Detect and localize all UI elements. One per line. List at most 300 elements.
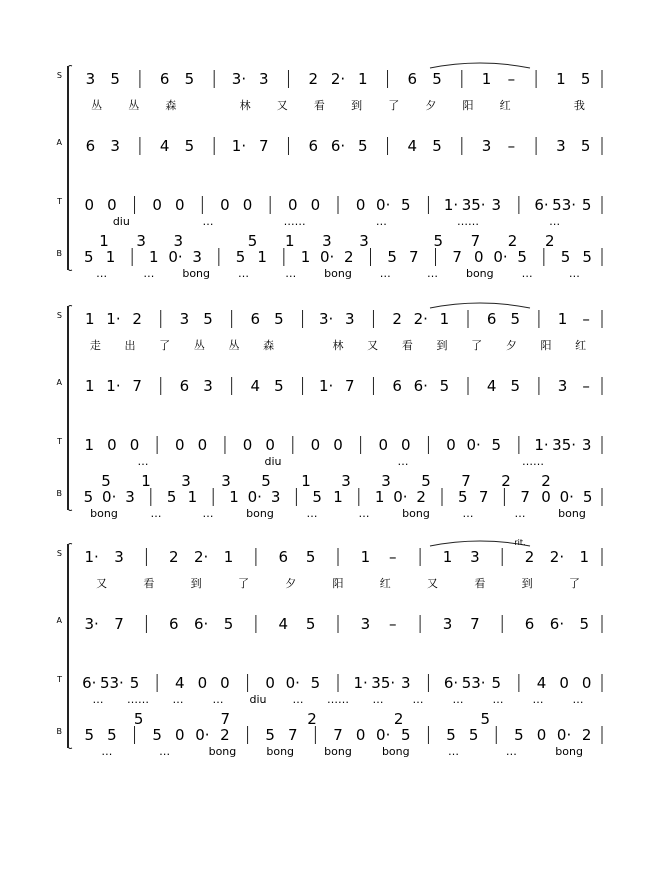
jianpu-note: – xyxy=(582,377,590,395)
jianpu-note: 0 xyxy=(401,436,411,454)
harmony-note: 3 xyxy=(341,472,351,490)
jianpu-note: 1 xyxy=(84,436,95,454)
lyric-syllable: bong xyxy=(324,267,352,280)
jianpu-note: 5 xyxy=(129,674,140,692)
jianpu-note: 1· xyxy=(231,137,247,155)
jianpu-note: 1· xyxy=(84,548,99,566)
lyric-syllable: 又 xyxy=(96,577,108,590)
jianpu-note: 5 xyxy=(439,377,450,395)
jianpu-note: 0· xyxy=(320,248,335,266)
jianpu-note: – xyxy=(582,310,590,328)
harmony-note: 5 xyxy=(480,710,491,728)
lyric-syllable: … xyxy=(143,267,155,280)
jianpu-note: 5 xyxy=(582,248,592,266)
lyric-syllable: bong xyxy=(558,507,586,520)
jianpu-note: 1 xyxy=(85,377,95,395)
jianpu-note: 2 xyxy=(308,70,319,88)
lyric-syllable: … xyxy=(521,267,533,280)
jianpu-note: 0 xyxy=(581,674,592,692)
jianpu-note: 5 xyxy=(468,726,479,744)
harmony-note: 3 xyxy=(359,232,369,250)
jianpu-note: 3 xyxy=(360,615,371,633)
jianpu-note: 6· xyxy=(82,674,97,692)
jianpu-note: 1· xyxy=(106,310,121,328)
lyric-syllable: 森 xyxy=(165,99,177,112)
jianpu-note: 6 xyxy=(179,377,190,395)
jianpu-note: 5 xyxy=(432,70,442,88)
lyric-syllable: 森 xyxy=(263,339,275,352)
jianpu-note: 1· xyxy=(353,674,368,692)
lyric-syllable: 阳 xyxy=(540,339,552,352)
jianpu-note: 5 xyxy=(203,310,213,328)
jianpu-note: 3 xyxy=(581,436,592,454)
jianpu-note: 0· xyxy=(376,196,391,214)
lyric-syllable: 了 xyxy=(568,577,580,590)
jianpu-note: 4 xyxy=(159,137,170,155)
harmony-note: 3 xyxy=(136,232,146,250)
lyric-syllable: 到 xyxy=(190,577,202,590)
jianpu-note: 0 xyxy=(220,196,230,214)
lyric-syllable: 丛 xyxy=(228,339,240,352)
jianpu-note: 3 xyxy=(481,137,492,155)
jianpu-note: 0 xyxy=(559,674,569,692)
jianpu-note: 2· xyxy=(413,310,428,328)
jianpu-note: 4 xyxy=(486,377,497,395)
jianpu-note: 2 xyxy=(392,310,402,328)
lyric-syllable: … xyxy=(452,693,464,706)
jianpu-note: 53· xyxy=(99,674,124,692)
harmony-note: 2 xyxy=(507,232,518,250)
jianpu-note: – xyxy=(507,70,516,88)
harmony-note: 3 xyxy=(322,232,332,250)
jianpu-note: 6· xyxy=(549,615,565,633)
jianpu-note: 5 xyxy=(274,310,284,328)
lyric-syllable: 看 xyxy=(474,577,486,590)
rit-marking: rit. xyxy=(514,538,526,547)
jianpu-note: – xyxy=(388,548,397,566)
jianpu-note: 3 xyxy=(401,674,411,692)
jianpu-note: 1 xyxy=(579,548,590,566)
lyric-syllable: 又 xyxy=(276,99,288,112)
harmony-note: 5 xyxy=(261,472,271,490)
jianpu-note: 1 xyxy=(360,548,371,566)
lyric-syllable: bong xyxy=(465,267,494,280)
jianpu-note: 3 xyxy=(114,548,124,566)
jianpu-note: 4 xyxy=(250,377,261,395)
jianpu-note: 0· xyxy=(102,488,117,506)
jianpu-note: 5 xyxy=(510,310,521,328)
jianpu-note: 0 xyxy=(541,488,551,506)
jianpu-note: 0 xyxy=(107,196,117,214)
jianpu-note: 6· xyxy=(443,674,459,692)
harmony-note: 2 xyxy=(393,710,404,728)
jianpu-note: 5 xyxy=(84,248,94,266)
lyric-syllable: 阳 xyxy=(462,99,474,112)
jianpu-note: 3 xyxy=(110,137,120,155)
jianpu-note: 1 xyxy=(223,548,234,566)
lyric-syllable: 看 xyxy=(313,99,325,112)
jianpu-note: 5 xyxy=(401,196,411,214)
jianpu-note: – xyxy=(507,137,516,155)
jianpu-note: 3 xyxy=(491,196,502,214)
lyric-syllable: …… xyxy=(522,455,544,468)
jianpu-note: 7 xyxy=(258,137,269,155)
harmony-note: 1 xyxy=(141,472,151,490)
lyric-syllable: … xyxy=(137,455,149,468)
jianpu-note: 7 xyxy=(333,726,343,744)
jianpu-note: 5 xyxy=(491,436,502,454)
lyric-syllable: … xyxy=(568,267,580,280)
jianpu-note: 0· xyxy=(493,248,508,266)
lyric-syllable: …… xyxy=(457,215,479,228)
jianpu-note: 7 xyxy=(478,488,489,506)
jianpu-note: 3 xyxy=(85,70,96,88)
voice-label-A: A xyxy=(56,378,62,387)
jianpu-note: 2 xyxy=(344,248,354,266)
jianpu-note: 2· xyxy=(549,548,565,566)
lyric-syllable: … xyxy=(159,745,171,758)
lyric-syllable: 到 xyxy=(521,577,533,590)
lyric-syllable: … xyxy=(505,745,517,758)
lyric-syllable: … xyxy=(285,267,297,280)
jianpu-note: 3 xyxy=(470,548,480,566)
jianpu-note: 6 xyxy=(486,310,497,328)
jianpu-note: 2 xyxy=(169,548,179,566)
lyric-syllable: 夕 xyxy=(425,99,437,112)
jianpu-note: 2 xyxy=(581,726,592,744)
lyric-syllable: … xyxy=(375,215,387,228)
jianpu-note: 5 xyxy=(223,615,234,633)
jianpu-note: 7 xyxy=(452,248,462,266)
lyric-syllable: 阳 xyxy=(332,577,344,590)
jianpu-note: 1 xyxy=(257,248,267,266)
tie-arc xyxy=(430,303,530,308)
jianpu-note: 0 xyxy=(265,436,275,454)
lyric-syllable: bong xyxy=(555,745,583,758)
harmony-note: 3 xyxy=(181,472,191,490)
system-1 xyxy=(68,63,602,271)
jianpu-note: 5 xyxy=(166,488,177,506)
jianpu-note: 1 xyxy=(105,248,116,266)
lyric-syllable: … xyxy=(237,267,249,280)
voice-label-B: B xyxy=(56,249,62,258)
voice-label-S: S xyxy=(56,71,62,80)
harmony-note: 3 xyxy=(381,472,391,490)
lyric-syllable: bong xyxy=(324,745,352,758)
lyric-syllable: … xyxy=(448,745,460,758)
harmony-note: 1 xyxy=(99,232,109,250)
jianpu-note: 1 xyxy=(229,488,239,506)
jianpu-note: 1 xyxy=(300,248,311,266)
jianpu-note: 5 xyxy=(305,548,316,566)
lyric-syllable: …… xyxy=(283,215,306,228)
jianpu-note: 5 xyxy=(305,615,316,633)
jianpu-note: 3 xyxy=(556,137,566,155)
lyric-syllable: … xyxy=(92,693,104,706)
harmony-note: 2 xyxy=(544,232,555,250)
jianpu-note: 6· xyxy=(194,615,209,633)
jianpu-note: 7 xyxy=(345,377,355,395)
jianpu-note: 5 xyxy=(83,488,94,506)
voice-label-T: T xyxy=(57,197,62,206)
jianpu-note: 5 xyxy=(510,377,521,395)
jianpu-note: 3· xyxy=(84,615,99,633)
jianpu-note: 1 xyxy=(556,70,566,88)
voice-label-T: T xyxy=(57,437,62,446)
lyric-syllable: … xyxy=(358,507,370,520)
jianpu-note: 0 xyxy=(197,674,208,692)
lyric-syllable: … xyxy=(372,693,384,706)
lyric-syllable: … xyxy=(462,507,474,520)
jianpu-note: 53· xyxy=(461,674,486,692)
jianpu-note: 6· xyxy=(413,377,428,395)
lyric-syllable: diu xyxy=(249,693,267,706)
jianpu-note: 53· xyxy=(552,196,577,214)
jianpu-note: 5 xyxy=(107,726,117,744)
voice-label-S: S xyxy=(56,549,62,558)
jianpu-note: 6 xyxy=(278,548,289,566)
lyric-syllable: bong xyxy=(266,745,295,758)
jianpu-note: 3 xyxy=(258,70,269,88)
jianpu-note: 7 xyxy=(288,726,298,744)
jianpu-note: 0· xyxy=(195,726,210,744)
jianpu-note: 0 xyxy=(220,674,230,692)
jianpu-note: 2· xyxy=(194,548,209,566)
harmony-note: 7 xyxy=(461,472,471,490)
jianpu-note: 7 xyxy=(114,615,124,633)
system-3 xyxy=(68,541,602,749)
jianpu-note: 0 xyxy=(310,196,321,214)
lyric-syllable: … xyxy=(427,267,439,280)
jianpu-note: 3 xyxy=(270,488,281,506)
voice-label-S: S xyxy=(56,311,62,320)
jianpu-note: 3 xyxy=(203,377,213,395)
lyric-syllable: bong xyxy=(182,267,211,280)
jianpu-note: 5 xyxy=(274,377,284,395)
harmony-note: 3 xyxy=(173,232,184,250)
jianpu-note: 1 xyxy=(333,488,343,506)
lyric-syllable: … xyxy=(492,693,504,706)
jianpu-note: 5 xyxy=(517,248,527,266)
jianpu-note: 5 xyxy=(184,70,195,88)
jianpu-note: 6 xyxy=(159,70,170,88)
lyric-syllable: 红 xyxy=(379,577,391,590)
jianpu-note: 2 xyxy=(524,548,535,566)
lyric-syllable: … xyxy=(532,693,544,706)
jianpu-note: 0· xyxy=(466,436,481,454)
jianpu-note: 0· xyxy=(559,488,574,506)
jianpu-note: 5 xyxy=(265,726,275,744)
jianpu-note: 7 xyxy=(132,377,142,395)
lyric-syllable: diu xyxy=(112,215,130,228)
jianpu-note: 0 xyxy=(265,674,275,692)
jianpu-note: 5 xyxy=(580,70,591,88)
harmony-note: 1 xyxy=(301,472,311,490)
jianpu-note: 0 xyxy=(474,248,484,266)
harmony-note: 1 xyxy=(284,232,295,250)
harmony-note: 3 xyxy=(221,472,231,490)
jianpu-note: 3 xyxy=(179,310,190,328)
lyric-syllable: 出 xyxy=(124,339,136,352)
jianpu-note: 0 xyxy=(242,436,253,454)
harmony-note: 7 xyxy=(470,232,481,250)
harmony-note: 5 xyxy=(433,232,444,250)
lyric-syllable: … xyxy=(292,693,304,706)
lyric-syllable: 林 xyxy=(332,339,344,352)
jianpu-note: 3· xyxy=(319,310,334,328)
jianpu-note: 1 xyxy=(149,248,159,266)
jianpu-note: 0· xyxy=(376,726,391,744)
harmony-note: 5 xyxy=(421,472,431,490)
lyric-syllable: … xyxy=(412,693,424,706)
lyric-syllable: 丛 xyxy=(91,99,103,112)
lyric-syllable: 丛 xyxy=(128,99,140,112)
harmony-note: 5 xyxy=(101,472,111,490)
jianpu-note: 4 xyxy=(278,615,289,633)
jianpu-note: 3 xyxy=(345,310,355,328)
lyric-syllable: … xyxy=(212,693,224,706)
jianpu-note: 5 xyxy=(432,137,442,155)
jianpu-note: 5 xyxy=(357,137,368,155)
jianpu-note: 5 xyxy=(312,488,322,506)
lyric-syllable: 了 xyxy=(471,339,483,352)
jianpu-note: 6· xyxy=(330,137,346,155)
lyric-syllable: diu xyxy=(264,455,282,468)
jianpu-note: 5 xyxy=(184,137,195,155)
lyric-syllable: … xyxy=(306,507,318,520)
jianpu-note: 6 xyxy=(524,615,535,633)
lyric-syllable: … xyxy=(96,267,108,280)
harmony-note: 2 xyxy=(541,472,551,490)
lyric-syllable: bong xyxy=(90,507,118,520)
tie-arc xyxy=(430,63,530,68)
lyric-syllable: … xyxy=(379,267,391,280)
jianpu-note: 4 xyxy=(536,674,547,692)
jianpu-note: 0· xyxy=(556,726,572,744)
jianpu-note: 4 xyxy=(407,137,418,155)
jianpu-note: 1· xyxy=(443,196,459,214)
jianpu-note: 6 xyxy=(250,310,261,328)
lyric-syllable: … xyxy=(101,745,113,758)
harmony-note: 5 xyxy=(247,232,258,250)
jianpu-note: 0· xyxy=(393,488,408,506)
voice-label-A: A xyxy=(56,138,62,147)
jianpu-note: 1 xyxy=(374,488,385,506)
jianpu-note: 3 xyxy=(125,488,135,506)
jianpu-note: 35· xyxy=(461,196,486,214)
harmony-note: 2 xyxy=(501,472,511,490)
lyric-syllable: 夕 xyxy=(505,339,517,352)
jianpu-note: 3· xyxy=(231,70,247,88)
jianpu-note: 5 xyxy=(401,726,411,744)
voice-label-T: T xyxy=(57,675,62,684)
jianpu-note: 2· xyxy=(330,70,346,88)
jianpu-note: 0 xyxy=(174,196,185,214)
jianpu-note: 5 xyxy=(310,674,321,692)
jianpu-note: 0 xyxy=(288,196,298,214)
jianpu-note: 4 xyxy=(174,674,185,692)
jianpu-note: 1· xyxy=(106,377,121,395)
jianpu-note: 6 xyxy=(392,377,402,395)
harmony-note: 5 xyxy=(133,710,144,728)
lyric-syllable: 夕 xyxy=(285,577,297,590)
jianpu-note: 5 xyxy=(387,248,397,266)
lyric-syllable: 看 xyxy=(401,339,413,352)
jianpu-note: 5 xyxy=(580,137,591,155)
lyric-syllable: 看 xyxy=(143,577,155,590)
jianpu-note: 0· xyxy=(285,674,300,692)
lyric-syllable: 走 xyxy=(89,339,101,352)
jianpu-note: – xyxy=(388,615,397,633)
lyric-syllable: 了 xyxy=(237,577,249,590)
jianpu-note: 1 xyxy=(357,70,368,88)
jianpu-note: 7 xyxy=(520,488,530,506)
lyric-syllable: bong xyxy=(246,507,274,520)
jianpu-note: 6 xyxy=(169,615,179,633)
jianpu-note: 0 xyxy=(174,436,185,454)
jianpu-note: 0 xyxy=(355,726,366,744)
jianpu-note: 6 xyxy=(308,137,319,155)
voice-label-A: A xyxy=(56,616,62,625)
jianpu-note: 0 xyxy=(84,196,95,214)
lyric-syllable: 红 xyxy=(499,99,511,112)
harmony-note: 7 xyxy=(220,710,231,728)
jianpu-note: 0 xyxy=(107,436,117,454)
jianpu-note: 0 xyxy=(333,436,343,454)
jianpu-note: 5 xyxy=(458,488,468,506)
lyric-syllable: bong xyxy=(402,507,430,520)
jianpu-note: 5 xyxy=(446,726,456,744)
jianpu-note: 7 xyxy=(470,615,480,633)
jianpu-note: 35· xyxy=(371,674,396,692)
harmony-note: 2 xyxy=(307,710,317,728)
jianpu-note: 5 xyxy=(84,726,95,744)
jianpu-note: 5 xyxy=(582,488,593,506)
voice-label-B: B xyxy=(56,727,62,736)
lyric-syllable: … xyxy=(202,507,214,520)
lyric-syllable: 又 xyxy=(367,339,379,352)
jianpu-note: 35· xyxy=(552,436,577,454)
lyric-syllable: …… xyxy=(327,693,349,706)
jianpu-note: 3 xyxy=(442,615,453,633)
jianpu-note: 6 xyxy=(407,70,418,88)
jianpu-note: 3 xyxy=(557,377,568,395)
jianpu-note: 1 xyxy=(442,548,453,566)
jianpu-note: 0· xyxy=(168,248,183,266)
lyric-syllable: 到 xyxy=(436,339,448,352)
jianpu-note: 0 xyxy=(197,436,208,454)
lyric-syllable: … xyxy=(572,693,584,706)
lyric-syllable: 我 xyxy=(573,99,585,112)
lyric-syllable: 又 xyxy=(427,577,439,590)
voice-label-B: B xyxy=(56,489,62,498)
jianpu-note: 0 xyxy=(242,196,253,214)
jianpu-note: 6 xyxy=(85,137,96,155)
jianpu-note: 0 xyxy=(446,436,456,454)
jianpu-note: 5 xyxy=(514,726,524,744)
lyric-syllable: 林 xyxy=(239,99,251,112)
jianpu-note: 2 xyxy=(132,310,142,328)
jianpu-note: 1· xyxy=(319,377,334,395)
jianpu-note: 0 xyxy=(536,726,547,744)
jianpu-note: 0 xyxy=(378,436,388,454)
jianpu-note: 7 xyxy=(409,248,419,266)
jianpu-note: 0 xyxy=(310,436,321,454)
jianpu-note: 2 xyxy=(416,488,426,506)
lyric-syllable: 红 xyxy=(575,339,587,352)
jianpu-note: 1 xyxy=(85,310,95,328)
lyric-syllable: … xyxy=(397,455,409,468)
